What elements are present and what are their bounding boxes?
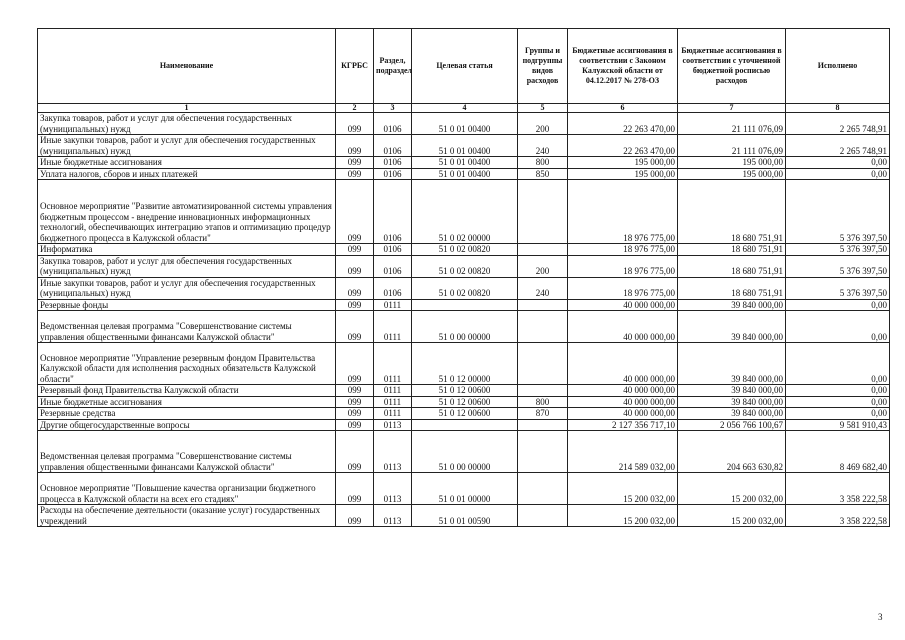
row-kgrbs: 099 xyxy=(336,113,374,135)
row-group: 200 xyxy=(518,113,568,135)
row-group xyxy=(518,385,568,397)
row-name: Резервные средства xyxy=(38,408,336,420)
row-executed: 0,00 xyxy=(786,343,890,385)
row-executed: 9 581 910,43 xyxy=(786,419,890,431)
row-kgrbs: 099 xyxy=(336,396,374,408)
row-executed: 2 265 748,91 xyxy=(786,113,890,135)
table-row xyxy=(38,385,890,397)
row-executed: 2 265 748,91 xyxy=(786,135,890,157)
header-name: Наименование xyxy=(38,29,336,104)
column-number: 3 xyxy=(374,104,412,113)
row-name: Иные закупки товаров, работ и услуг для обеспечения государственных (муниципальных) нужд xyxy=(38,277,336,299)
row-budget-law: 40 000 000,00 xyxy=(568,385,678,397)
row-section: 0106 xyxy=(374,168,412,180)
row-budget-law: 40 000 000,00 xyxy=(568,311,678,343)
row-budget-law: 2 127 356 717,10 xyxy=(568,419,678,431)
row-budget-refined: 204 663 630,82 xyxy=(678,431,786,473)
table-row xyxy=(38,168,890,180)
table-row xyxy=(38,473,890,505)
row-name: Закупка товаров, работ и услуг для обеспечения государственных (муниципальных) нужд xyxy=(38,113,336,135)
row-budget-refined: 15 200 032,00 xyxy=(678,505,786,527)
column-number: 6 xyxy=(568,104,678,113)
row-kgrbs: 099 xyxy=(336,343,374,385)
row-budget-law: 195 000,00 xyxy=(568,157,678,169)
row-kgrbs: 099 xyxy=(336,180,374,244)
row-kgrbs: 099 xyxy=(336,135,374,157)
row-budget-law: 40 000 000,00 xyxy=(568,343,678,385)
row-budget-law: 18 976 775,00 xyxy=(568,180,678,244)
row-target: 51 0 01 00400 xyxy=(412,168,518,180)
row-budget-refined: 18 680 751,91 xyxy=(678,180,786,244)
row-budget-law: 18 976 775,00 xyxy=(568,255,678,277)
row-target: 51 0 01 00400 xyxy=(412,113,518,135)
row-group xyxy=(518,473,568,505)
row-target: 51 0 02 00820 xyxy=(412,244,518,256)
row-section: 0111 xyxy=(374,311,412,343)
row-budget-law: 18 976 775,00 xyxy=(568,244,678,256)
row-budget-refined: 39 840 000,00 xyxy=(678,396,786,408)
row-executed: 0,00 xyxy=(786,299,890,311)
row-kgrbs: 099 xyxy=(336,311,374,343)
row-budget-refined: 18 680 751,91 xyxy=(678,277,786,299)
row-target: 51 0 02 00000 xyxy=(412,180,518,244)
row-group: 800 xyxy=(518,396,568,408)
row-budget-law: 40 000 000,00 xyxy=(568,299,678,311)
table-body xyxy=(38,113,890,527)
row-budget-refined: 195 000,00 xyxy=(678,168,786,180)
row-executed: 8 469 682,40 xyxy=(786,431,890,473)
table-row xyxy=(38,244,890,256)
row-executed: 3 358 222,58 xyxy=(786,505,890,527)
row-name: Основное мероприятие "Развитие автоматизированной системы управления бюджетным процессом - внедрение инновационных информационных технологий, обеспечивающих интеграцию этапов и оптимизацию процедур бюджетного процесса в Калужской области" xyxy=(38,180,336,244)
row-budget-refined: 2 056 766 100,67 xyxy=(678,419,786,431)
row-budget-refined: 39 840 000,00 xyxy=(678,299,786,311)
row-section: 0111 xyxy=(374,343,412,385)
row-target: 51 0 02 00820 xyxy=(412,277,518,299)
table-row xyxy=(38,431,890,473)
row-kgrbs: 099 xyxy=(336,505,374,527)
row-budget-refined: 39 840 000,00 xyxy=(678,343,786,385)
header-budget-refined: Бюджетные ассигнования в соответствии с уточненной бюджетной росписью расходов xyxy=(678,29,786,104)
row-section: 0106 xyxy=(374,180,412,244)
row-executed: 0,00 xyxy=(786,396,890,408)
row-section: 0113 xyxy=(374,419,412,431)
table-row xyxy=(38,255,890,277)
row-group: 240 xyxy=(518,277,568,299)
row-group xyxy=(518,343,568,385)
table-row xyxy=(38,505,890,527)
column-number: 2 xyxy=(336,104,374,113)
row-section: 0113 xyxy=(374,473,412,505)
row-executed: 3 358 222,58 xyxy=(786,473,890,505)
row-group xyxy=(518,180,568,244)
row-section: 0106 xyxy=(374,157,412,169)
header-target: Целевая статья xyxy=(412,29,518,104)
row-budget-law: 40 000 000,00 xyxy=(568,396,678,408)
row-group xyxy=(518,244,568,256)
table-row xyxy=(38,343,890,385)
row-kgrbs: 099 xyxy=(336,419,374,431)
row-budget-refined: 15 200 032,00 xyxy=(678,473,786,505)
header-row xyxy=(38,29,890,104)
row-budget-law: 18 976 775,00 xyxy=(568,277,678,299)
table-row xyxy=(38,419,890,431)
row-executed: 5 376 397,50 xyxy=(786,180,890,244)
row-section: 0111 xyxy=(374,396,412,408)
header-section: Раздел, подраздел xyxy=(374,29,412,104)
row-executed: 5 376 397,50 xyxy=(786,244,890,256)
row-target: 51 0 01 00590 xyxy=(412,505,518,527)
row-target: 51 0 12 00600 xyxy=(412,385,518,397)
column-number-row xyxy=(38,104,890,113)
row-section: 0106 xyxy=(374,277,412,299)
header-executed: Исполнено xyxy=(786,29,890,104)
row-executed: 5 376 397,50 xyxy=(786,277,890,299)
row-name: Резервные фонды xyxy=(38,299,336,311)
column-number: 8 xyxy=(786,104,890,113)
table-row xyxy=(38,408,890,420)
row-budget-refined: 39 840 000,00 xyxy=(678,385,786,397)
row-executed: 0,00 xyxy=(786,311,890,343)
row-budget-refined: 195 000,00 xyxy=(678,157,786,169)
table-row xyxy=(38,277,890,299)
row-section: 0111 xyxy=(374,299,412,311)
row-kgrbs: 099 xyxy=(336,244,374,256)
row-target: 51 0 02 00820 xyxy=(412,255,518,277)
row-name: Другие общегосударственные вопросы xyxy=(38,419,336,431)
row-kgrbs: 099 xyxy=(336,299,374,311)
row-kgrbs: 099 xyxy=(336,277,374,299)
row-section: 0113 xyxy=(374,431,412,473)
row-target: 51 0 01 00000 xyxy=(412,473,518,505)
row-kgrbs: 099 xyxy=(336,473,374,505)
row-executed: 0,00 xyxy=(786,385,890,397)
row-budget-law: 214 589 032,00 xyxy=(568,431,678,473)
row-name: Иные бюджетные ассигнования xyxy=(38,157,336,169)
row-group: 240 xyxy=(518,135,568,157)
page-number: 3 xyxy=(878,612,883,622)
table-row xyxy=(38,299,890,311)
row-target: 51 0 12 00000 xyxy=(412,343,518,385)
row-target: 51 0 00 00000 xyxy=(412,431,518,473)
row-name: Ведомственная целевая программа "Совершенствование системы управления общественными финансами Калужской области" xyxy=(38,431,336,473)
row-executed: 0,00 xyxy=(786,168,890,180)
row-name: Иные бюджетные ассигнования xyxy=(38,396,336,408)
column-number: 1 xyxy=(38,104,336,113)
row-group: 800 xyxy=(518,157,568,169)
row-kgrbs: 099 xyxy=(336,408,374,420)
row-target xyxy=(412,299,518,311)
row-budget-refined: 39 840 000,00 xyxy=(678,408,786,420)
row-group xyxy=(518,419,568,431)
row-section: 0106 xyxy=(374,113,412,135)
row-section: 0106 xyxy=(374,135,412,157)
table-row xyxy=(38,396,890,408)
row-section: 0106 xyxy=(374,255,412,277)
column-number: 5 xyxy=(518,104,568,113)
row-budget-law: 15 200 032,00 xyxy=(568,505,678,527)
row-group: 850 xyxy=(518,168,568,180)
row-budget-refined: 18 680 751,91 xyxy=(678,244,786,256)
header-kgrbs: КГРБС xyxy=(336,29,374,104)
row-budget-law: 195 000,00 xyxy=(568,168,678,180)
row-name: Информатика xyxy=(38,244,336,256)
row-executed: 0,00 xyxy=(786,408,890,420)
row-budget-refined: 21 111 076,09 xyxy=(678,113,786,135)
row-budget-law: 22 263 470,00 xyxy=(568,135,678,157)
row-section: 0111 xyxy=(374,408,412,420)
row-name: Основное мероприятие "Повышение качества организации бюджетного процесса в Калужской области на всех его стадиях" xyxy=(38,473,336,505)
row-name: Иные закупки товаров, работ и услуг для обеспечения государственных (муниципальных) нужд xyxy=(38,135,336,157)
header-groups: Группы и подгруппы видов расходов xyxy=(518,29,568,104)
row-name: Основное мероприятие "Управление резервным фондом Правительства Калужской области для исполнения расходных обязательств Калужской области" xyxy=(38,343,336,385)
row-name: Резервный фонд Правительства Калужской области xyxy=(38,385,336,397)
row-group: 870 xyxy=(518,408,568,420)
row-budget-refined: 18 680 751,91 xyxy=(678,255,786,277)
table-row xyxy=(38,113,890,135)
row-budget-refined: 21 111 076,09 xyxy=(678,135,786,157)
table-row xyxy=(38,180,890,244)
row-name: Расходы на обеспечение деятельности (оказание услуг) государственных учреждений xyxy=(38,505,336,527)
row-executed: 5 376 397,50 xyxy=(786,255,890,277)
row-budget-law: 22 263 470,00 xyxy=(568,113,678,135)
row-kgrbs: 099 xyxy=(336,157,374,169)
row-group xyxy=(518,431,568,473)
budget-table xyxy=(37,28,890,527)
row-group xyxy=(518,311,568,343)
row-kgrbs: 099 xyxy=(336,385,374,397)
row-group xyxy=(518,299,568,311)
row-target xyxy=(412,419,518,431)
row-section: 0113 xyxy=(374,505,412,527)
row-target: 51 0 12 00600 xyxy=(412,408,518,420)
row-name: Ведомственная целевая программа "Совершенствование системы управления общественными финансами Калужской области" xyxy=(38,311,336,343)
row-name: Уплата налогов, сборов и иных платежей xyxy=(38,168,336,180)
row-target: 51 0 01 00400 xyxy=(412,157,518,169)
row-group xyxy=(518,505,568,527)
header-budget-law: Бюджетные ассигнования в соответствии с Законом Калужской области от 04.12.2017 № 278-ОЗ xyxy=(568,29,678,104)
row-target: 51 0 12 00600 xyxy=(412,396,518,408)
row-budget-law: 40 000 000,00 xyxy=(568,408,678,420)
row-kgrbs: 099 xyxy=(336,168,374,180)
column-number: 7 xyxy=(678,104,786,113)
row-target: 51 0 00 00000 xyxy=(412,311,518,343)
table-row xyxy=(38,157,890,169)
row-target: 51 0 01 00400 xyxy=(412,135,518,157)
row-budget-law: 15 200 032,00 xyxy=(568,473,678,505)
table-row xyxy=(38,311,890,343)
row-name: Закупка товаров, работ и услуг для обеспечения государственных (муниципальных) нужд xyxy=(38,255,336,277)
row-executed: 0,00 xyxy=(786,157,890,169)
row-budget-refined: 39 840 000,00 xyxy=(678,311,786,343)
row-section: 0111 xyxy=(374,385,412,397)
row-section: 0106 xyxy=(374,244,412,256)
row-kgrbs: 099 xyxy=(336,431,374,473)
column-number: 4 xyxy=(412,104,518,113)
row-group: 200 xyxy=(518,255,568,277)
row-kgrbs: 099 xyxy=(336,255,374,277)
table-row xyxy=(38,135,890,157)
